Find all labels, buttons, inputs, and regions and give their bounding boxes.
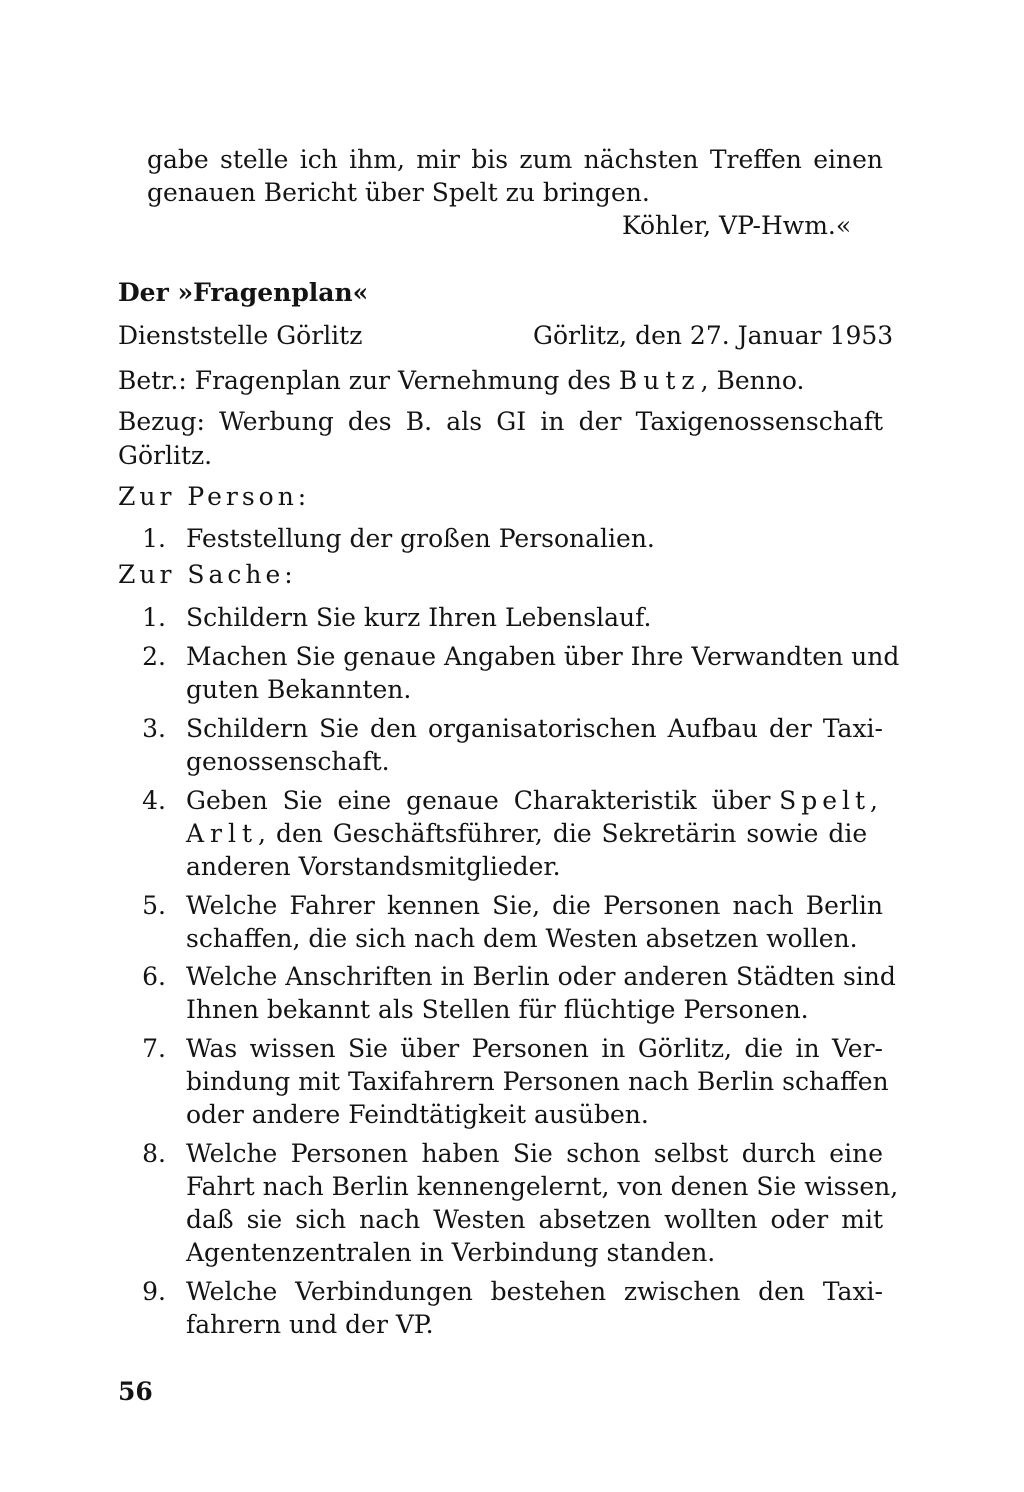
list-item-number: 6.: [142, 962, 166, 991]
list-item-text: Welche Verbindungen bestehen zwischen den Taxi-: [186, 1277, 883, 1306]
intro-line-2: genauen Bericht über Spelt zu bringen.: [147, 178, 650, 207]
list-item-text: Machen Sie genaue Angaben über Ihre Verwandten und: [186, 642, 900, 671]
betr-prefix: Betr.: Fragenplan zur Vernehmung des: [118, 366, 611, 395]
list-item-text: oder andere Feindtätigkeit ausüben.: [186, 1100, 649, 1129]
list-item-text: , den Geschäftsführer, die Sekretärin sowie die: [258, 819, 868, 848]
list-item-text: Was wissen Sie über Personen in Görlitz, die in Ver-: [186, 1034, 883, 1063]
list-item-number: 1.: [142, 603, 166, 632]
zur-sache-title: Zur Sache:: [118, 560, 297, 589]
list-item-line: [186, 818, 883, 850]
name-spelt: Spelt,: [779, 786, 883, 815]
list-item-text: anderen Vorstandsmitglieder.: [186, 852, 561, 881]
list-item-text: Feststellung der großen Personalien.: [186, 524, 655, 553]
document-date: Görlitz, den 27. Januar 1953: [533, 321, 894, 350]
list-item-number: 1.: [142, 524, 166, 553]
betr-line: [118, 365, 804, 397]
list-item-text: Welche Anschriften in Berlin oder anderen Städten sind: [186, 962, 896, 991]
list-item-text: Fahrt nach Berlin kennengelernt, von denen Sie wissen,: [186, 1172, 899, 1201]
list-item-text: Schildern Sie den organisatorischen Aufbau der Taxi-: [186, 714, 883, 743]
bezug-line-2: Görlitz.: [118, 441, 213, 470]
section-heading: Der »Fragenplan«: [118, 278, 369, 307]
betr-name: Butz: [618, 366, 701, 395]
signature: Köhler, VP-Hwm.«: [622, 211, 852, 240]
office-name: Dienststelle Görlitz: [118, 321, 363, 350]
list-item-number: 5.: [142, 891, 166, 920]
name-arlt: Arlt: [186, 819, 259, 848]
page-number: 56: [118, 1377, 153, 1406]
betr-suffix: , Benno.: [700, 366, 805, 395]
list-item-number: 9.: [142, 1277, 166, 1306]
list-item-text: Schildern Sie kurz Ihren Lebenslauf.: [186, 603, 652, 632]
list-item-text: bindung mit Taxifahrern Personen nach Berlin schaffen: [186, 1067, 889, 1096]
list-item-text: daß sie sich nach Westen absetzen wollten oder mit: [186, 1205, 883, 1234]
list-item-number: 4.: [142, 786, 166, 815]
zur-person-title: Zur Person:: [118, 482, 311, 511]
list-item-number: 7.: [142, 1034, 166, 1063]
list-item-text: Welche Fahrer kennen Sie, die Personen nach Berlin: [186, 891, 883, 920]
list-item-text: Welche Personen haben Sie schon selbst durch eine: [186, 1139, 883, 1168]
list-item-line: [186, 785, 883, 817]
bezug-line-1: Bezug: Werbung des B. als GI in der Taxigenossenschaft: [118, 407, 883, 436]
intro-line-1: gabe stelle ich ihm, mir bis zum nächsten Treffen einen: [147, 145, 883, 174]
list-item-number: 8.: [142, 1139, 166, 1168]
list-item-text: genossenschaft.: [186, 747, 390, 776]
list-item-text: Geben Sie eine genaue Charakteristik über: [186, 786, 771, 815]
list-item-number: 3.: [142, 714, 166, 743]
list-item-text: schaffen, die sich nach dem Westen absetzen wollen.: [186, 924, 858, 953]
list-item-number: 2.: [142, 642, 166, 671]
list-item-text: fahrern und der VP.: [186, 1310, 434, 1339]
list-item-text: guten Bekannten.: [186, 675, 412, 704]
list-item-text: Agentenzentralen in Verbindung standen.: [186, 1238, 716, 1267]
list-item-text: Ihnen bekannt als Stellen für flüchtige Personen.: [186, 995, 809, 1024]
